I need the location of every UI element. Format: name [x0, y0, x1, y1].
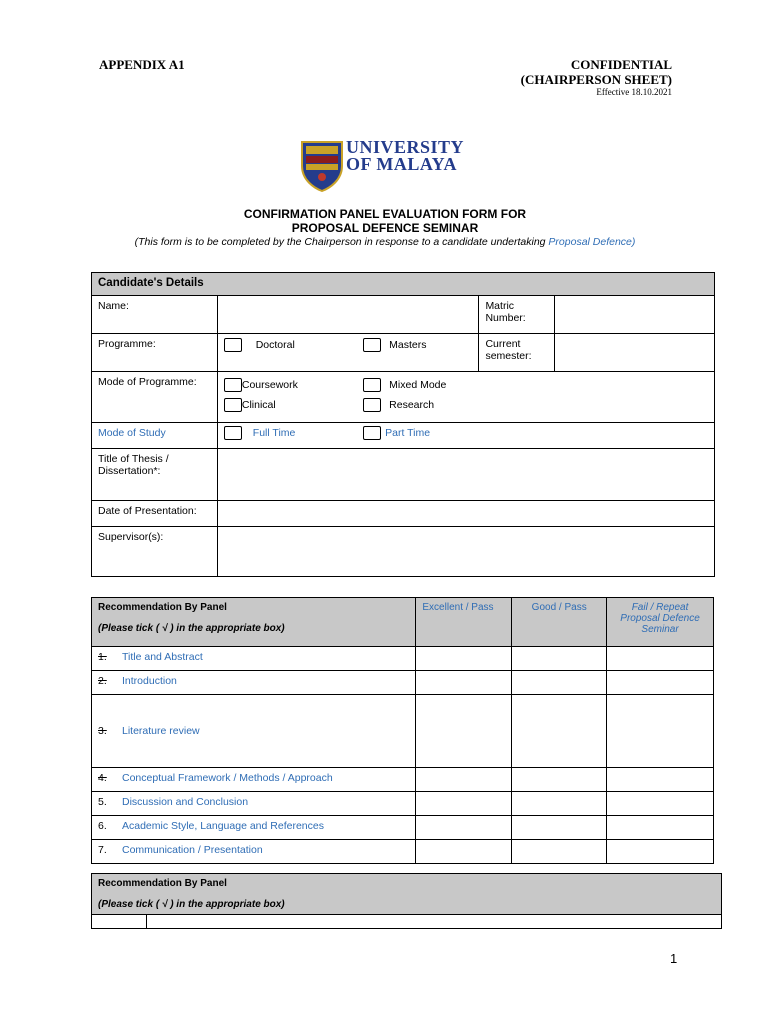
good-cell[interactable]: [512, 647, 607, 671]
part-time-label: Part Time: [385, 426, 431, 439]
confidential-header: [521, 57, 672, 87]
part-time-option[interactable]: [357, 423, 714, 449]
full-time-option[interactable]: [217, 423, 357, 449]
appendix-label: APPENDIX A1: [99, 57, 185, 72]
form-title-line1: CONFIRMATION PANEL EVALUATION FORM FOR: [243, 207, 527, 221]
fail-cell[interactable]: [607, 647, 714, 671]
doctoral-label: Doctoral: [255, 338, 295, 351]
programme-label: Programme:: [92, 334, 218, 372]
mode-programme-label: Mode of Programme:: [92, 372, 218, 423]
criteria-number: 5.: [98, 796, 107, 808]
excellent-cell[interactable]: [416, 671, 512, 695]
criteria-label: Literature review: [122, 725, 200, 737]
criteria-row: [92, 695, 416, 768]
criteria-number: 2.: [98, 675, 107, 687]
good-cell[interactable]: [512, 695, 607, 768]
excellent-cell[interactable]: [416, 816, 512, 840]
logo-line1: UNIVERSITY: [346, 137, 465, 157]
recommendation2-heading-cell: [92, 874, 722, 915]
form-subtitle: [0, 236, 770, 248]
candidate-details-heading: Candidate's Details: [92, 273, 715, 296]
matric-label: Matric Number:: [479, 296, 555, 334]
good-cell[interactable]: [512, 671, 607, 695]
excellent-cell[interactable]: [416, 647, 512, 671]
recommendation-table: [91, 597, 714, 864]
criteria-label: Discussion and Conclusion: [122, 796, 249, 808]
page-number: 1: [670, 951, 678, 966]
mixed-mode-checkbox[interactable]: [363, 378, 381, 392]
name-label: Name:: [92, 296, 218, 334]
matric-field[interactable]: [555, 296, 715, 334]
current-semester-field[interactable]: [555, 334, 715, 372]
subtitle-link: Proposal Defence): [548, 236, 636, 248]
criteria-row: [92, 647, 416, 671]
criteria-number: 3.: [98, 725, 107, 737]
criteria-label: Communication / Presentation: [122, 844, 263, 856]
research-checkbox[interactable]: [363, 398, 381, 412]
recommendation2-field[interactable]: [146, 915, 721, 929]
criteria-label: Title and Abstract: [122, 651, 203, 663]
criteria-label: Conceptual Framework / Methods / Approach: [122, 772, 333, 784]
criteria-label: Academic Style, Language and References: [122, 820, 324, 832]
good-cell[interactable]: [512, 816, 607, 840]
criteria-row: [92, 840, 416, 864]
logo-line2: OF MALAYA: [346, 154, 458, 174]
criteria-number: 7.: [98, 844, 107, 856]
good-cell[interactable]: [512, 768, 607, 792]
doctoral-checkbox[interactable]: [224, 338, 242, 352]
recommendation-instruction: (Please tick ( √ ) in the appropriate box): [98, 623, 285, 634]
university-crest-icon: [300, 140, 344, 197]
col-fail-repeat: Fail / Repeat Proposal Defence Seminar: [607, 598, 714, 647]
thesis-label: Title of Thesis / Dissertation*:: [92, 449, 218, 501]
good-cell[interactable]: [512, 792, 607, 816]
supervisor-field[interactable]: [217, 527, 714, 577]
criteria-number: 1.: [98, 651, 107, 663]
supervisor-label: Supervisor(s):: [92, 527, 218, 577]
masters-option[interactable]: [357, 334, 479, 372]
effective-date: Effective 18.10.2021: [596, 87, 672, 97]
good-cell[interactable]: [512, 840, 607, 864]
coursework-checkbox[interactable]: [224, 378, 242, 392]
confidential-label: CONFIDENTIAL: [570, 57, 672, 72]
university-logo-text: [346, 139, 464, 173]
full-time-checkbox[interactable]: [224, 426, 242, 440]
subtitle-text: (This form is to be completed by the Chairperson in response to a candidate undertaking: [134, 236, 549, 248]
criteria-number: 6.: [98, 820, 107, 832]
fail-cell[interactable]: [607, 816, 714, 840]
col-excellent-pass: Excellent / Pass: [416, 598, 512, 647]
doctoral-option[interactable]: [217, 334, 357, 372]
col-good-pass: Good / Pass: [512, 598, 607, 647]
criteria-row: [92, 816, 416, 840]
part-time-checkbox[interactable]: [363, 426, 381, 440]
date-label: Date of Presentation:: [92, 501, 218, 527]
recommendation2-heading: Recommendation By Panel: [98, 878, 227, 889]
fail-cell[interactable]: [607, 840, 714, 864]
excellent-cell[interactable]: [416, 840, 512, 864]
coursework-clinical-options: [217, 372, 357, 423]
mixed-research-options: [357, 372, 714, 423]
research-option[interactable]: [363, 392, 708, 418]
research-label: Research: [389, 399, 435, 411]
recommendation2-tick-cell[interactable]: [92, 915, 147, 929]
mixed-mode-label: Mixed Mode: [389, 379, 447, 391]
current-semester-label: Current semester:: [479, 334, 555, 372]
excellent-cell[interactable]: [416, 768, 512, 792]
clinical-label: Clinical: [241, 399, 276, 411]
criteria-row: [92, 768, 416, 792]
recommendation-table-2: [91, 873, 722, 929]
form-title-line2: PROPOSAL DEFENCE SEMINAR: [291, 221, 479, 235]
fail-cell[interactable]: [607, 695, 714, 768]
criteria-number: 4.: [98, 772, 107, 784]
recommendation-heading-cell: [92, 598, 416, 647]
sheet-label: (CHAIRPERSON SHEET): [520, 72, 672, 87]
full-time-label: Full Time: [252, 426, 296, 439]
criteria-row: [92, 671, 416, 695]
excellent-cell[interactable]: [416, 695, 512, 768]
criteria-label: Introduction: [122, 675, 177, 687]
name-field[interactable]: [217, 296, 479, 334]
date-field[interactable]: [217, 501, 714, 527]
recommendation2-instruction: (Please tick ( √ ) in the appropriate box): [98, 899, 285, 910]
masters-label: Masters: [389, 338, 427, 351]
candidate-details-table: [91, 272, 715, 577]
fail-cell[interactable]: [607, 792, 714, 816]
coursework-label: Coursework: [241, 379, 298, 391]
excellent-cell[interactable]: [416, 792, 512, 816]
fail-cell[interactable]: [607, 671, 714, 695]
masters-checkbox[interactable]: [363, 338, 381, 352]
mode-study-label: Mode of Study: [92, 423, 218, 449]
fail-cell[interactable]: [607, 768, 714, 792]
thesis-field[interactable]: [217, 449, 714, 501]
criteria-row: [92, 792, 416, 816]
clinical-checkbox[interactable]: [224, 398, 242, 412]
recommendation-heading: Recommendation By Panel: [98, 602, 227, 613]
